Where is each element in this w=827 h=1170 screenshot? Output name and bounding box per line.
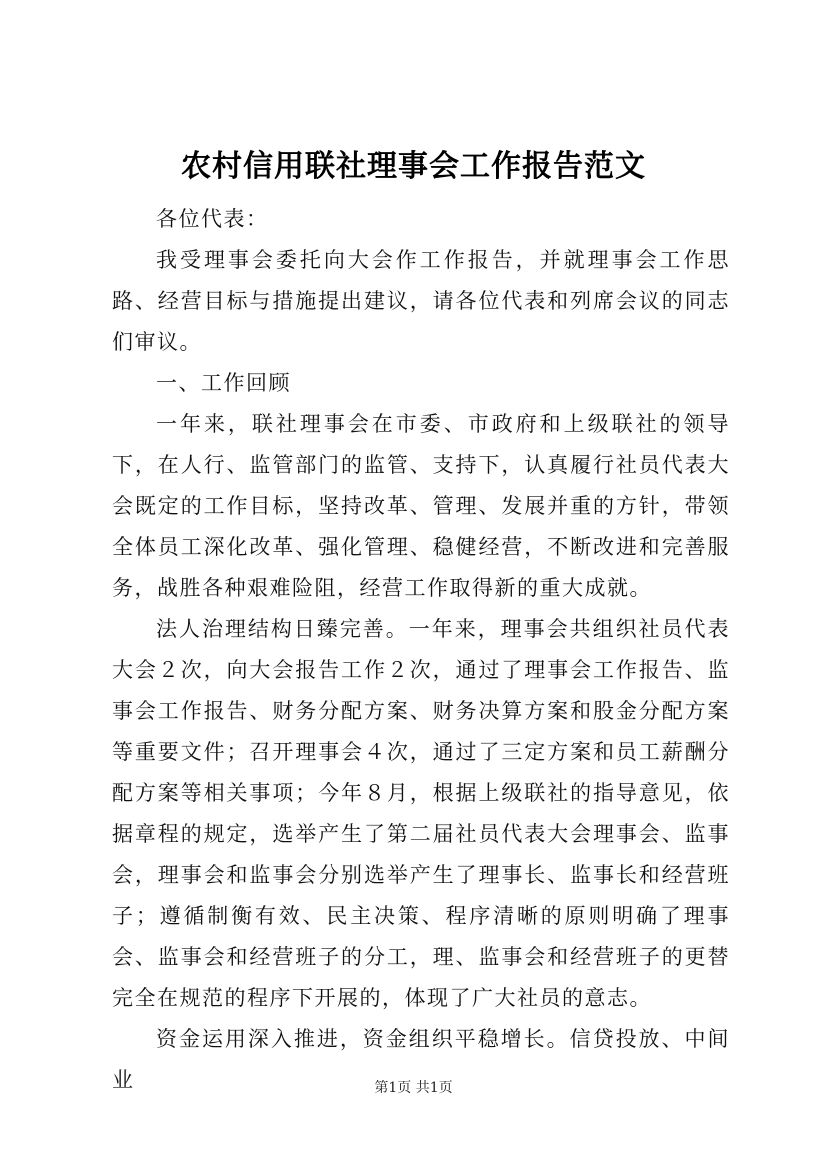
intro-paragraph: 我受理事会委托向大会作工作报告，并就理事会工作思路、经营目标与措施提出建议，请各位代表和列席会议的同志们审议。 — [112, 248, 730, 354]
review-paragraph: 一年来，联社理事会在市委、市政府和上级联社的领导下，在人行、监管部门的监管、支持下，认真履行社员代表大会既定的工作目标，坚持改革、管理、发展并重的方针，带领全体员工深化改革、强化管理、稳健经营，不断改进和完善服务，战胜各种艰难险阻，经营工作取得新的重大成就。 — [112, 412, 730, 600]
governance-paragraph: 法人治理结构日臻完善。一年来，理事会共组织社员代表大会２次，向大会报告工作２次，通过了理事会工作报告、监事会工作报告、财务分配方案、财务决算方案和股金分配方案等重要文件；召开理事会４次，通过了三定方案和员工薪酬分配方案等相关事项；今年８月，根据上级联社的指导意见，依据章程的规定，选举产生了第二届社员代表大会理事会、监事会，理事会和监事会分别选举产生了理事长、监事长和经营班子；遵循制衡有效、民主决策、程序清晰的原则明确了理事会、监事会和经营班子的分工，理、监事会和经营班子的更替完全在规范的程序下开展的，体现了广大社员的意志。 — [112, 617, 730, 1010]
section-heading: 一、工作回顾 — [156, 371, 291, 395]
document-body — [112, 199, 730, 1101]
funds-paragraph: 资金运用深入推进，资金组织平稳增长。信贷投放、中间业 — [112, 1027, 730, 1092]
salutation-paragraph: 各位代表： — [156, 207, 269, 231]
page-footer: 第1页 共1页 — [374, 1080, 453, 1096]
document-title: 农村信用联社理事会工作报告范文 — [181, 149, 646, 184]
